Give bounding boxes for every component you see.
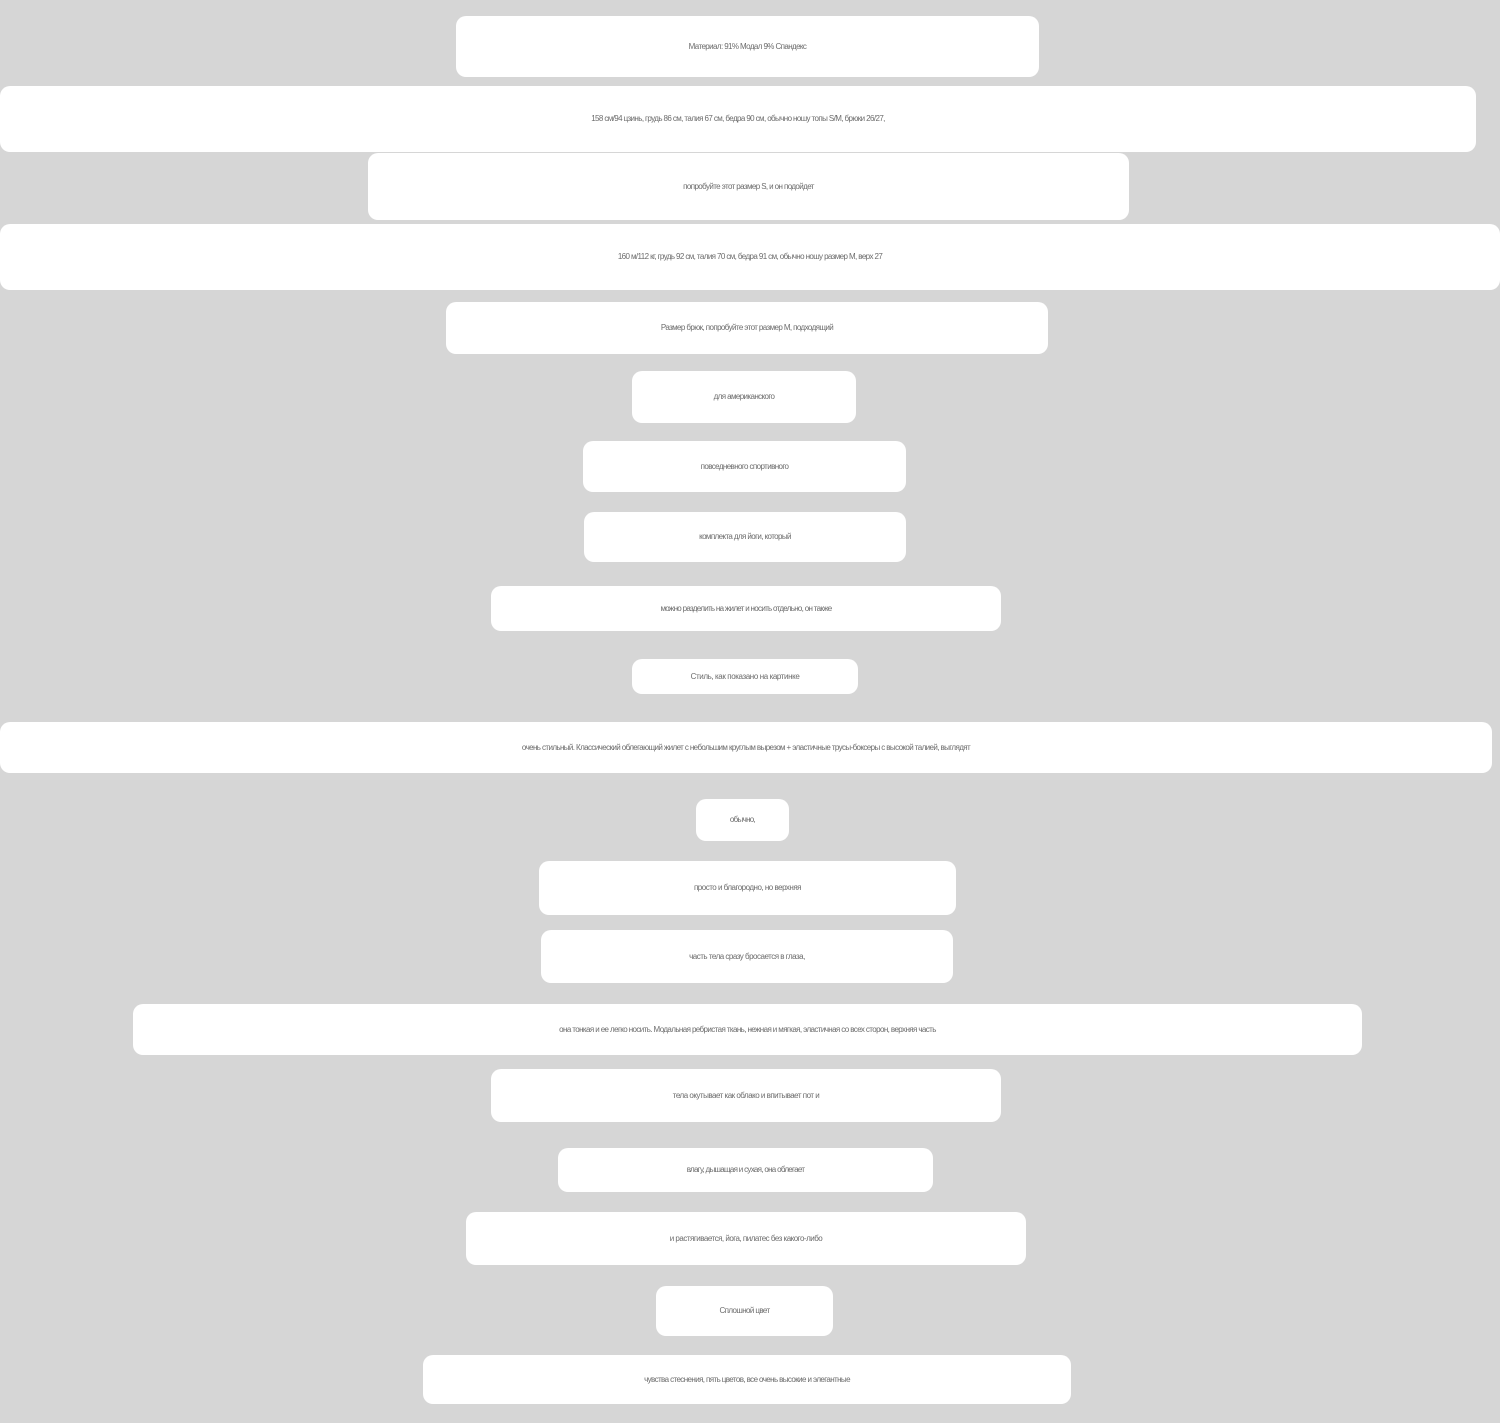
style-caption: Стиль, как показано на картинке [632, 659, 858, 694]
model-2-measurements-line: 160 м/112 кг, грудь 92 см, талия 70 см, бедра 91 см, обычно ношу размер М, верх 27 [0, 224, 1500, 290]
text-line-stylish-vest: очень стильный. Классический облегающий жилет с небольшим круглым вырезом + эластичные трусы-боксеры с высокой талией, выглядят [0, 722, 1492, 773]
model-2-size-line: Размер брюк, попробуйте этот размер М, подходящий [446, 302, 1048, 354]
text-line-usually: обычно, [696, 799, 789, 841]
solid-color-label: Сплошной цвет [656, 1286, 833, 1336]
text-line-separate-vest: можно разделить на жилет и носить отдельно, он также [491, 586, 1001, 631]
text-line-breathable: влагу, дышащая и сухая, она облегает [558, 1148, 933, 1192]
text-line-american: для американского [632, 371, 856, 423]
text-line-simple-noble: просто и благородно, но верхняя [539, 861, 956, 915]
model-1-measurements-line: 158 см/94 цзинь, грудь 86 см, талия 67 см, бедра 90 см, обычно ношу топы S/M, брюки 26/27, [0, 86, 1476, 152]
text-line-yoga-set: комплекта для йоги, который [584, 512, 906, 562]
text-line-upper-body: часть тела сразу бросается в глаза, [541, 930, 953, 983]
text-line-casual-sport: повседневного спортивного [583, 441, 906, 492]
text-line-stretch-yoga: и растягивается, йога, пилатес без какого-либо [466, 1212, 1026, 1265]
text-line-modal-fabric: она тонкая и ее легко носить. Модальная ребристая ткань, нежная и мягкая, эластичная со всех сторон, верхняя часть [133, 1004, 1362, 1055]
text-line-five-colors: чувства стеснения, пять цветов, все очень высокие и элегантные [423, 1355, 1071, 1404]
text-line-cloud: тела окутывает как облако и впитывает пот и [491, 1069, 1001, 1122]
material-line: Материал: 91% Модал 9% Спандекс [456, 16, 1039, 77]
model-1-size-line: попробуйте этот размер S, и он подойдет [368, 153, 1129, 220]
